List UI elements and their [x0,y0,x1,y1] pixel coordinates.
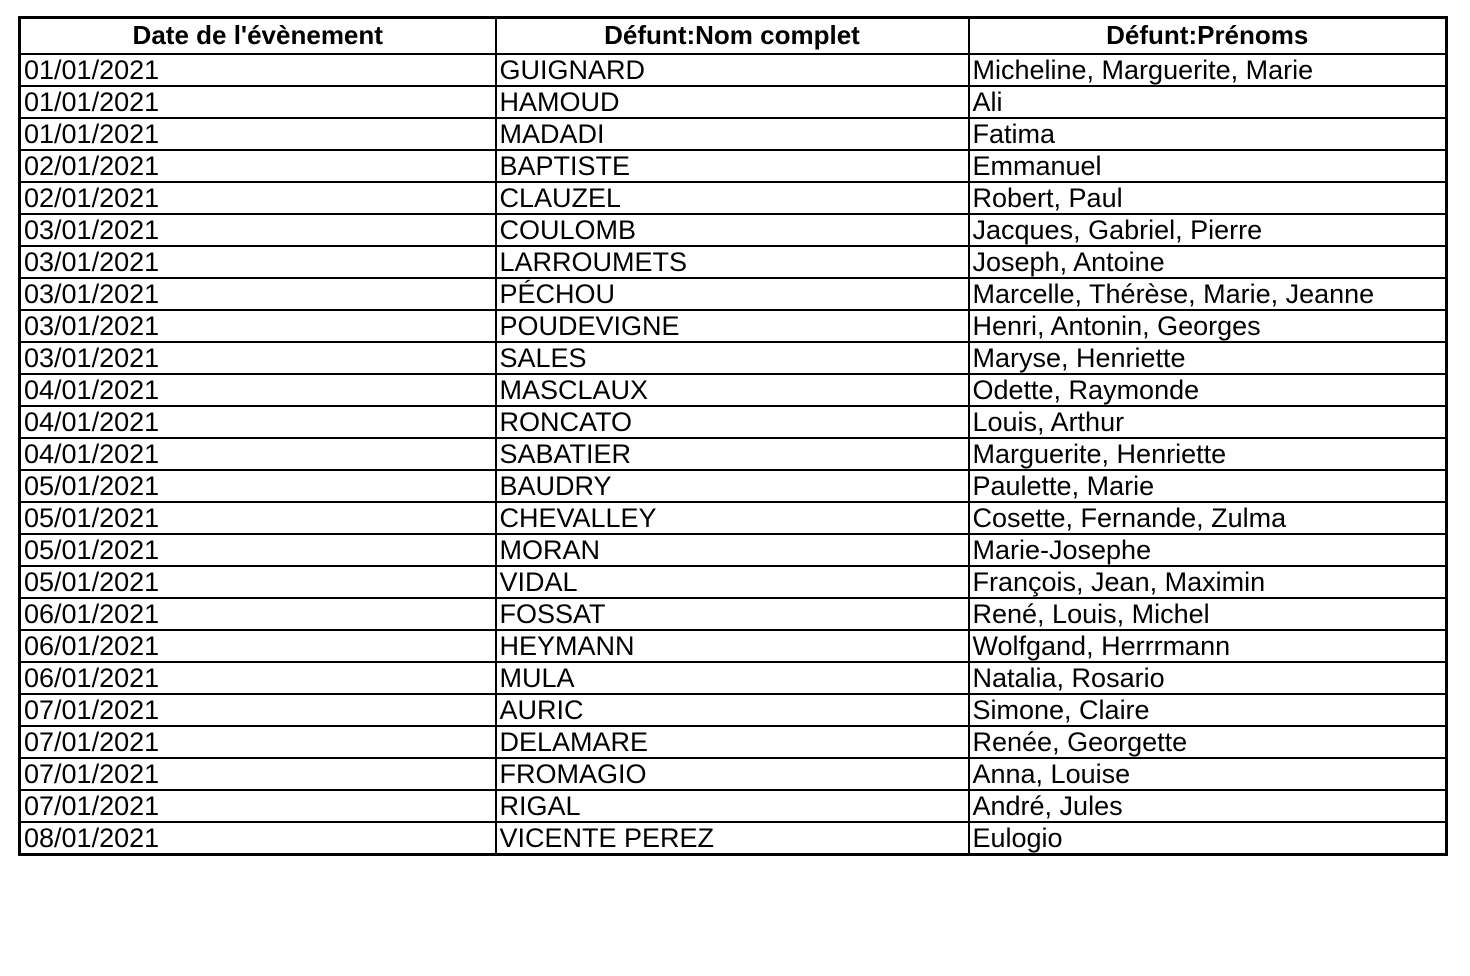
prenoms-cell: Simone, Claire [969,694,1447,726]
prenoms-cell: René, Louis, Michel [969,598,1447,630]
nom-complet-cell: SABATIER [496,438,969,470]
date-cell: 04/01/2021 [20,406,496,438]
date-cell: 01/01/2021 [20,86,496,118]
table-row [20,822,1447,855]
nom-complet-cell: LARROUMETS [496,246,969,278]
nom-complet-cell: MASCLAUX [496,374,969,406]
nom-complet-cell: PÉCHOU [496,278,969,310]
deceased-register-sheet [18,16,1445,856]
date-cell: 01/01/2021 [20,54,496,86]
date-cell: 03/01/2021 [20,246,496,278]
date-cell: 04/01/2021 [20,374,496,406]
nom-complet-cell: RONCATO [496,406,969,438]
date-cell: 06/01/2021 [20,662,496,694]
table-row [20,726,1447,758]
prenoms-cell: Joseph, Antoine [969,246,1447,278]
prenoms-cell: Maryse, Henriette [969,342,1447,374]
table-row [20,246,1447,278]
column-header-nom-complet: Défunt:Nom complet [496,18,969,54]
prenoms-cell: Robert, Paul [969,182,1447,214]
date-cell: 05/01/2021 [20,566,496,598]
prenoms-cell: Renée, Georgette [969,726,1447,758]
date-cell: 07/01/2021 [20,758,496,790]
prenoms-cell: Wolfgand, Herrrmann [969,630,1447,662]
date-cell: 02/01/2021 [20,150,496,182]
prenoms-cell: Marcelle, Thérèse, Marie, Jeanne [969,278,1447,310]
date-cell: 08/01/2021 [20,822,496,855]
table-row [20,470,1447,502]
table-row [20,566,1447,598]
nom-complet-cell: VIDAL [496,566,969,598]
nom-complet-cell: BAPTISTE [496,150,969,182]
column-header-date: Date de l'évènement [20,18,496,54]
date-cell: 06/01/2021 [20,630,496,662]
nom-complet-cell: SALES [496,342,969,374]
table-row [20,310,1447,342]
date-cell: 07/01/2021 [20,726,496,758]
date-cell: 07/01/2021 [20,790,496,822]
table-row [20,630,1447,662]
prenoms-cell: Paulette, Marie [969,470,1447,502]
nom-complet-cell: MORAN [496,534,969,566]
prenoms-cell: Marie-Josephe [969,534,1447,566]
date-cell: 05/01/2021 [20,502,496,534]
nom-complet-cell: COULOMB [496,214,969,246]
table-row [20,694,1447,726]
prenoms-cell: Natalia, Rosario [969,662,1447,694]
table-row [20,118,1447,150]
date-cell: 04/01/2021 [20,438,496,470]
prenoms-cell: Odette, Raymonde [969,374,1447,406]
date-cell: 01/01/2021 [20,118,496,150]
date-cell: 03/01/2021 [20,310,496,342]
header-row [20,18,1447,54]
prenoms-cell: Cosette, Fernande, Zulma [969,502,1447,534]
date-cell: 07/01/2021 [20,694,496,726]
table-row [20,278,1447,310]
table-header [20,18,1447,54]
date-cell: 03/01/2021 [20,342,496,374]
table-row [20,342,1447,374]
nom-complet-cell: CLAUZEL [496,182,969,214]
nom-complet-cell: VICENTE PEREZ [496,822,969,855]
nom-complet-cell: MADADI [496,118,969,150]
table-row [20,534,1447,566]
column-header-prenoms: Défunt:Prénoms [969,18,1447,54]
prenoms-cell: Henri, Antonin, Georges [969,310,1447,342]
nom-complet-cell: GUIGNARD [496,54,969,86]
nom-complet-cell: HAMOUD [496,86,969,118]
table-row [20,598,1447,630]
nom-complet-cell: POUDEVIGNE [496,310,969,342]
date-cell: 02/01/2021 [20,182,496,214]
table-row [20,502,1447,534]
date-cell: 06/01/2021 [20,598,496,630]
table-row [20,150,1447,182]
table-body [20,54,1447,855]
prenoms-cell: André, Jules [969,790,1447,822]
prenoms-cell: Anna, Louise [969,758,1447,790]
table-row [20,790,1447,822]
prenoms-cell: Micheline, Marguerite, Marie [969,54,1447,86]
prenoms-cell: François, Jean, Maximin [969,566,1447,598]
table-row [20,214,1447,246]
prenoms-cell: Jacques, Gabriel, Pierre [969,214,1447,246]
table-row [20,86,1447,118]
date-cell: 03/01/2021 [20,214,496,246]
nom-complet-cell: FROMAGIO [496,758,969,790]
prenoms-cell: Ali [969,86,1447,118]
table-row [20,758,1447,790]
date-cell: 05/01/2021 [20,534,496,566]
table-row [20,374,1447,406]
nom-complet-cell: AURIC [496,694,969,726]
prenoms-cell: Marguerite, Henriette [969,438,1447,470]
nom-complet-cell: DELAMARE [496,726,969,758]
table-row [20,54,1447,86]
nom-complet-cell: BAUDRY [496,470,969,502]
nom-complet-cell: CHEVALLEY [496,502,969,534]
table-row [20,662,1447,694]
nom-complet-cell: HEYMANN [496,630,969,662]
table-row [20,182,1447,214]
date-cell: 05/01/2021 [20,470,496,502]
prenoms-cell: Fatima [969,118,1447,150]
prenoms-cell: Eulogio [969,822,1447,855]
table-row [20,406,1447,438]
prenoms-cell: Louis, Arthur [969,406,1447,438]
nom-complet-cell: RIGAL [496,790,969,822]
date-cell: 03/01/2021 [20,278,496,310]
nom-complet-cell: MULA [496,662,969,694]
deceased-register-table [18,16,1448,856]
table-row [20,438,1447,470]
prenoms-cell: Emmanuel [969,150,1447,182]
nom-complet-cell: FOSSAT [496,598,969,630]
